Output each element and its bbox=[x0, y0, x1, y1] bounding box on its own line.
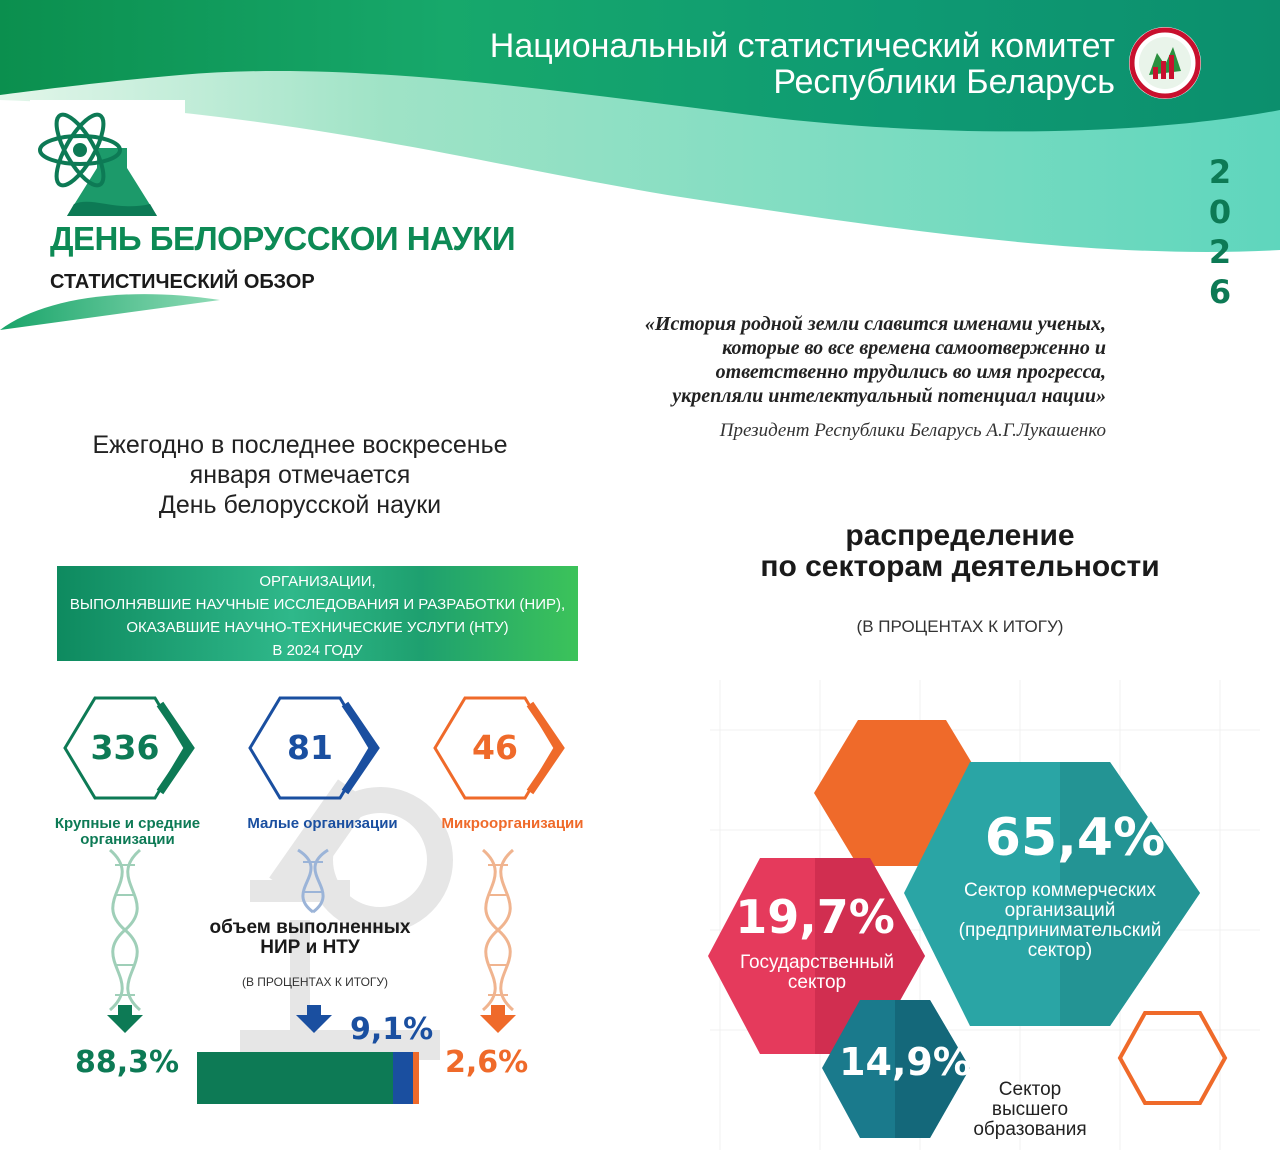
intro-line: Ежегодно в последнее воскресенье bbox=[92, 431, 508, 459]
sector-higher-ed-label: Сектор высшего образования bbox=[973, 1079, 1087, 1140]
quote-author: Президент Республики Беларусь А.Г.Лукашенко bbox=[719, 420, 1106, 441]
year-digit: 6 bbox=[1208, 273, 1232, 311]
down-arrow-icon bbox=[480, 1005, 516, 1033]
year-digit: 2 bbox=[1208, 153, 1232, 191]
intro-text bbox=[40, 430, 560, 520]
micro-orgs-share: 2,6% bbox=[445, 1045, 529, 1080]
share-segment-large bbox=[197, 1052, 393, 1104]
belstat-emblem-icon bbox=[1127, 25, 1203, 101]
sector-commercial-value: 65,4% bbox=[984, 808, 1166, 868]
volume-subtitle: (В ПРОЦЕНТАХ К ИТОГУ) bbox=[241, 975, 389, 989]
banner-line: В 2024 ГОДУ bbox=[272, 642, 363, 659]
small-orgs-share: 9,1% bbox=[350, 1012, 434, 1047]
year-digit: 0 bbox=[1208, 193, 1232, 231]
org-title-line2: Республики Беларусь bbox=[773, 63, 1115, 101]
quote-line: ответственно трудились во имя прогресса, bbox=[715, 361, 1106, 383]
small-orgs-label: Малые организации bbox=[247, 815, 398, 832]
banner-line: ОРГАНИЗАЦИИ, bbox=[259, 573, 376, 590]
down-arrow-icon bbox=[107, 1005, 143, 1033]
micro-orgs-label: Микроорганизации bbox=[441, 815, 584, 832]
share-segment-micro bbox=[413, 1052, 419, 1104]
quote-line: «История родной земли славится именами ученых, bbox=[644, 313, 1106, 335]
org-title-line1: Национальный статистический комитет bbox=[489, 27, 1115, 65]
micro-orgs-count: 46 bbox=[472, 728, 518, 767]
large-orgs-label: Крупные и средние организации bbox=[54, 815, 201, 848]
volume-title: объем выполненных НИР и НТУ bbox=[209, 917, 411, 958]
banner-line: ВЫПОЛНЯВШИЕ НАУЧНЫЕ ИССЛЕДОВАНИЯ И РАЗРАБОТКИ (НИР), bbox=[69, 596, 566, 613]
large-orgs-share: 88,3% bbox=[75, 1045, 180, 1080]
distribution-subtitle: (В ПРОЦЕНТАХ К ИТОГУ) bbox=[856, 617, 1064, 636]
down-arrow-icon bbox=[296, 1005, 332, 1033]
page-subtitle: СТАТИСТИЧЕСКИЙ ОБЗОР bbox=[50, 271, 315, 293]
page-title: ДЕНЬ БЕЛОРУССКОИ НАУКИ bbox=[50, 220, 516, 257]
atom-flask-icon bbox=[32, 108, 162, 223]
year-digit: 2 bbox=[1208, 233, 1232, 271]
org-title bbox=[315, 28, 1115, 100]
sector-higher-ed-value: 14,9% bbox=[839, 1040, 971, 1084]
small-orgs-count: 81 bbox=[287, 728, 333, 767]
volume-share-bar bbox=[197, 1052, 419, 1104]
distribution-title: распределение по секторам деятельности bbox=[760, 519, 1160, 583]
quote-line: укрепляли интелектуальный потенциал нации» bbox=[672, 385, 1106, 407]
president-quote bbox=[540, 312, 1106, 408]
sector-state-label: Государственный сектор bbox=[739, 952, 895, 993]
large-orgs-count: 336 bbox=[90, 728, 160, 767]
banner-line: ОКАЗАВШИЕ НАУЧНО-ТЕХНИЧЕСКИЕ УСЛУГИ (НТУ) bbox=[126, 619, 509, 636]
sector-commercial-label: Сектор коммерческих организаций (предпринимательский сектор) bbox=[958, 880, 1162, 961]
share-segment-small bbox=[393, 1052, 413, 1104]
organizations-banner bbox=[57, 566, 578, 661]
decor-hexagon-outline bbox=[1120, 1013, 1225, 1103]
sector-state-value: 19,7% bbox=[735, 890, 895, 944]
intro-line: января отмечается bbox=[189, 461, 411, 489]
down-arrows bbox=[0, 1005, 640, 1035]
quote-line: которые во все времена самоотверженно и bbox=[722, 337, 1106, 359]
intro-line: День белорусской науки bbox=[158, 491, 442, 519]
year-vertical bbox=[1200, 152, 1240, 314]
